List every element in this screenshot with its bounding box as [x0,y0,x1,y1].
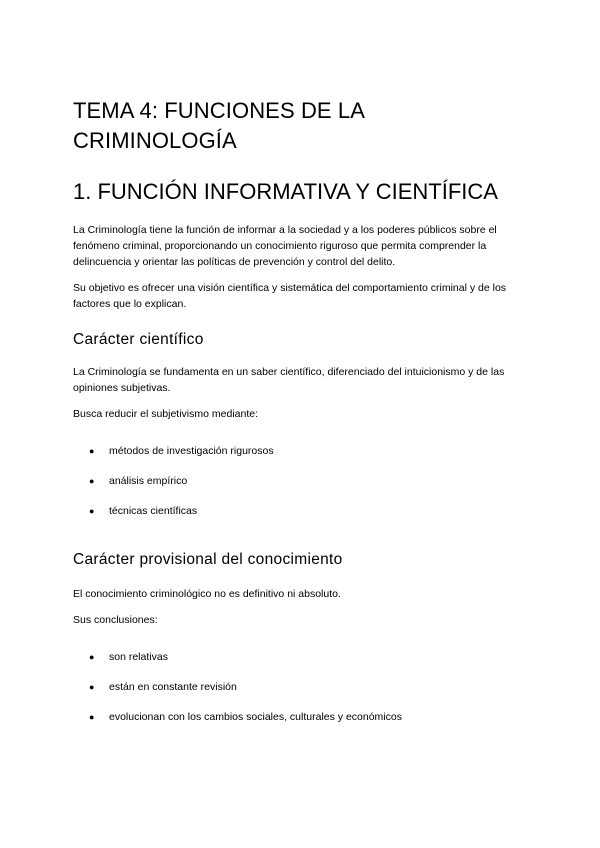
bullet-list-caracter-cientifico [73,444,533,518]
list-item-text: técnicas científicas [109,505,198,517]
paragraph: La Criminología se fundamenta en un saber científico, diferenciado del intuicionismo y de las opiniones subjetivas. [73,366,505,394]
bullet-icon: ● [89,652,95,662]
list-item [73,710,533,724]
document-title: TEMA 4: FUNCIONES DE LA CRIMINOLOGÍA [73,98,364,153]
paragraph: Sus conclusiones: [73,614,158,626]
bullet-icon: ● [89,446,95,456]
paragraph: La Criminología tiene la función de informar a la sociedad y a los poderes públicos sobre el fenómeno criminal, proporcionando un conocimiento riguroso que permita comprender la delincuencia y orientar las políticas de prevención y control del delito. [73,224,497,268]
list-item [73,680,533,694]
bullet-icon: ● [89,476,95,486]
list-item-text: son relativas [109,651,168,663]
bullet-icon: ● [89,506,95,516]
bullet-icon: ● [89,712,95,722]
list-item [73,504,533,518]
paragraph: El conocimiento criminológico no es definitivo ni absoluto. [73,588,341,600]
subsection-heading-caracter-cientifico: Carácter científico [73,331,204,348]
section-heading-funcion-informativa: 1. FUNCIÓN INFORMATIVA Y CIENTÍFICA [73,179,498,204]
document-page [73,96,533,724]
list-item [73,474,533,488]
list-item-text: métodos de investigación rigurosos [109,445,274,457]
list-item [73,650,533,664]
list-item-text: análisis empírico [109,475,188,487]
list-item-text: están en constante revisión [109,681,237,693]
list-item-text: evolucionan con los cambios sociales, culturales y económicos [109,711,402,723]
subsection-heading-caracter-provisional: Carácter provisional del conocimiento [73,551,343,568]
paragraph: Busca reducir el subjetivismo mediante: [73,408,259,420]
list-item [73,444,533,458]
bullet-icon: ● [89,682,95,692]
bullet-list-caracter-provisional [73,650,533,724]
paragraph: Su objetivo es ofrecer una visión científica y sistemática del comportamiento criminal y de los factores que lo explican. [73,282,507,310]
